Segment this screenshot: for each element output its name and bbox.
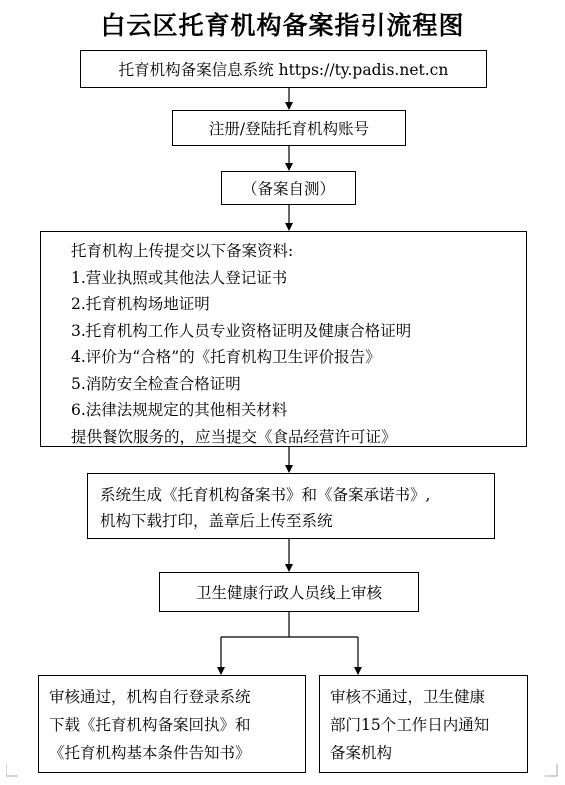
materials-item: 3.托育机构工作人员专业资格证明及健康合格证明 xyxy=(71,321,412,340)
step-review-box xyxy=(159,572,419,612)
materials-item: 1.营业执照或其他法人登记证书 xyxy=(71,268,288,287)
step-self-check-text: （备案自测） xyxy=(241,180,335,198)
materials-item: 2.托育机构场地证明 xyxy=(71,295,210,313)
pass-line: 下载《托育机构备案回执》和 xyxy=(49,716,251,734)
step-system-text: 托育机构备案信息系统 https://ty.padis.net.cn xyxy=(118,61,449,79)
page-title: 白云区托育机构备案指引流程图 xyxy=(100,11,465,40)
result-pass-box xyxy=(38,675,306,773)
pass-line: 审核通过，机构自行登录系统 xyxy=(49,688,251,706)
materials-item: 5.消防安全检查合格证明 xyxy=(71,374,241,393)
generate-line: 机构下载打印，盖章后上传至系统 xyxy=(100,512,333,530)
step-register-box xyxy=(172,110,406,146)
page-corner-mark-left xyxy=(6,764,20,778)
step-register-text: 注册/登陆托育机构账号 xyxy=(208,120,370,138)
materials-heading: 托育机构上传提交以下备案资料: xyxy=(71,242,294,260)
fail-line: 部门15个工作日内通知 xyxy=(330,716,490,734)
materials-item: 6.法律法规规定的其他相关材料 xyxy=(71,401,288,419)
step-system-box xyxy=(80,50,487,88)
materials-note: 提供餐饮服务的，应当提交《食品经营许可证》 xyxy=(71,427,397,446)
materials-item: 4.评价为“合格”的《托育机构卫生评价报告》 xyxy=(71,348,381,366)
step-materials-box xyxy=(40,231,527,447)
fail-line: 备案机构 xyxy=(330,744,393,762)
step-review-text: 卫生健康行政人员线上审核 xyxy=(195,584,382,602)
step-generate-box xyxy=(87,473,495,539)
fail-line: 审核不通过，卫生健康 xyxy=(330,688,486,706)
page-corner-mark-right xyxy=(545,764,559,778)
step-self-check-box xyxy=(221,171,356,205)
pass-line: 《托育机构基本条件告知书》 xyxy=(49,744,251,762)
generate-line: 系统生成《托育机构备案书》和《备案承诺书》, xyxy=(100,486,431,504)
result-fail-box xyxy=(319,675,528,773)
